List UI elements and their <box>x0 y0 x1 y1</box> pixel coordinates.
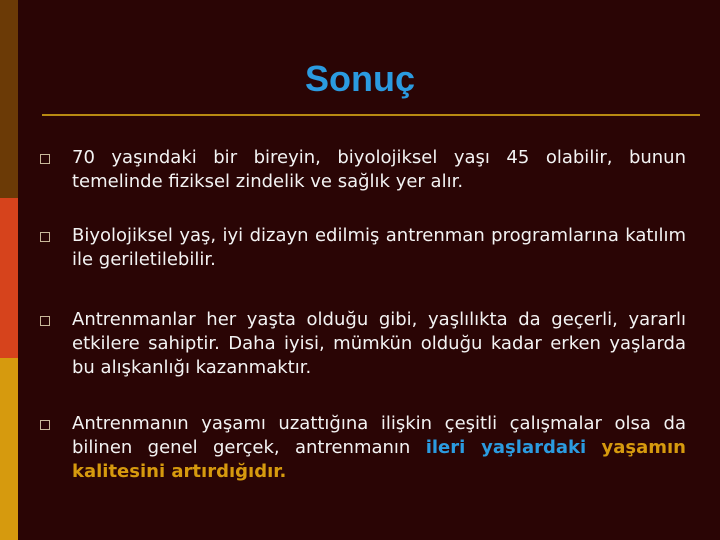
bullet-text-4-main: Antrenmanın yaşamı uzattığına ilişkin çeşitli çalışmalar olsa da bilinen genel gerçek, antrenmanın <box>72 413 686 458</box>
square-bullet-icon <box>40 316 50 326</box>
decor-stripe-bottom <box>0 358 18 540</box>
bullet-text-4 <box>72 412 686 484</box>
highlight-ileri-yaslardaki: ileri yaşlardaki <box>425 437 587 458</box>
highlight-yasamin-kalitesi: yaşamın kalitesini artırdığıdır. <box>72 437 686 482</box>
square-bullet-icon <box>40 232 50 242</box>
square-bullet-icon <box>40 154 50 164</box>
bullet-text-3: Antrenmanlar her yaşta olduğu gibi, yaşlılıkta da geçerli, yararlı etkilere sahiptir. Daha iyisi, mümkün olduğu kadar erken yaşlarda bu alışkanlığı kazanmaktır. <box>72 309 686 378</box>
title-underline <box>42 114 700 116</box>
decor-stripe-middle <box>0 198 18 358</box>
bullet-text-1: 70 yaşındaki bir bireyin, biyolojiksel yaşı 45 olabilir, bunun temelinde fiziksel zindelik ve sağlık yer alır. <box>72 147 686 192</box>
slide-title: Sonuç <box>304 58 415 99</box>
bullet-text-2: Biyolojiksel yaş, iyi dizayn edilmiş antrenman programlarına katılım ile geriletilebilir. <box>72 225 686 270</box>
square-bullet-icon <box>40 420 50 430</box>
